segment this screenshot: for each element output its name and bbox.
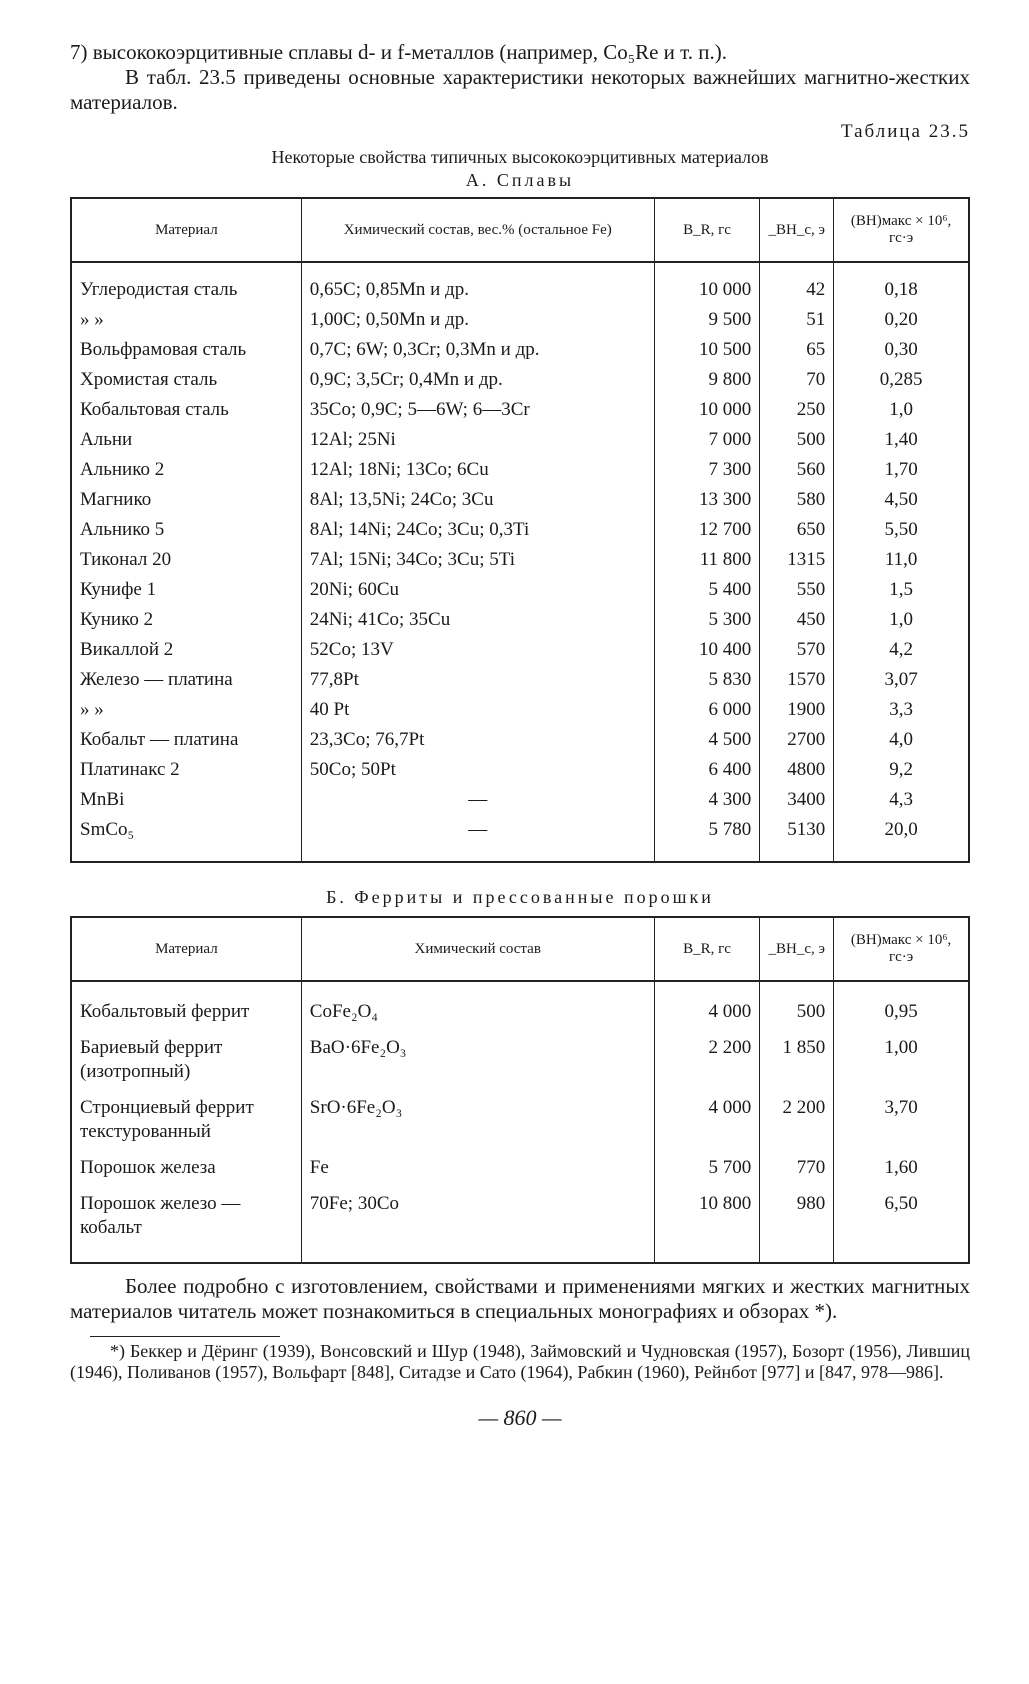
cell-bhmax: 1,60: [834, 1150, 969, 1186]
table-row: [71, 455, 969, 485]
cell-bhmax: 4,0: [834, 725, 969, 755]
cell-material: » »: [80, 699, 104, 720]
table-row: [71, 665, 969, 695]
cell-material: Порошок железо — кобальт: [80, 1193, 241, 1238]
cell-bhc: 1315: [760, 545, 834, 575]
alloys-table: [70, 197, 970, 863]
table-row: [71, 545, 969, 575]
cell-bhc: 550: [760, 575, 834, 605]
closing-paragraph: Более подробно с изготовлением, свойствами и применениями мягких и жестких магнитных материалов читатель может познакомиться в специальных монографиях и обзорах *).: [70, 1274, 970, 1323]
cell-material: Кунифе 1: [80, 579, 157, 600]
cell-composition: 0,7C; 6W; 0,3Cr; 0,3Mn и др.: [301, 335, 654, 365]
cell-material: Порошок железа: [80, 1157, 216, 1178]
cell-bhmax: 3,3: [834, 695, 969, 725]
ferrites-header-br: B_R, гс: [654, 917, 760, 981]
cell-bhc: 500: [760, 425, 834, 455]
ferrites-table: [70, 916, 970, 1264]
cell-material: Хромистая сталь: [80, 369, 218, 390]
cell-composition: 7Al; 15Ni; 34Co; 3Cu; 5Ti: [301, 545, 654, 575]
cell-bhmax: 3,70: [834, 1090, 969, 1150]
table-row: [71, 1090, 969, 1150]
cell-br: 7 300: [654, 455, 760, 485]
cell-composition: 8Al; 14Ni; 24Co; 3Cu; 0,3Ti: [301, 515, 654, 545]
cell-br: 11 800: [654, 545, 760, 575]
ferrites-header-material: Материал: [71, 917, 301, 981]
cell-composition: 35Co; 0,9C; 5—6W; 6—3Cr: [301, 395, 654, 425]
table-row: [71, 755, 969, 785]
cell-bhc: 770: [760, 1150, 834, 1186]
alloys-header-bhc: _BH_c, э: [760, 198, 834, 262]
cell-bhc: 2 200: [760, 1090, 834, 1150]
cell-bhc: 51: [760, 305, 834, 335]
cell-material: Тиконал 20: [80, 549, 172, 570]
cell-bhc: 1 850: [760, 1030, 834, 1090]
section-b-title: Б. Ферриты и прессованные порошки: [326, 887, 714, 907]
table-label: Таблица 23.5: [840, 121, 970, 142]
cell-material: Бариевый феррит (изотропный): [80, 1037, 223, 1082]
table-row: [71, 605, 969, 635]
cell-bhc: 65: [760, 335, 834, 365]
cell-material: Стронциевый феррит текстурованный: [80, 1097, 254, 1142]
alloys-table-body: [71, 262, 969, 862]
cell-br: 5 300: [654, 605, 760, 635]
cell-bhmax: 4,2: [834, 635, 969, 665]
cell-bhmax: 0,18: [834, 275, 969, 305]
cell-composition: Fe: [301, 1150, 654, 1186]
cell-br: 6 000: [654, 695, 760, 725]
cell-bhc: 3400: [760, 785, 834, 815]
cell-br: 4 300: [654, 785, 760, 815]
cell-bhmax: 5,50: [834, 515, 969, 545]
table-row: [71, 275, 969, 305]
table-row: [71, 365, 969, 395]
cell-composition: 52Co; 13V: [301, 635, 654, 665]
cell-bhc: 4800: [760, 755, 834, 785]
cell-br: 5 700: [654, 1150, 760, 1186]
cell-bhmax: 1,70: [834, 455, 969, 485]
cell-material: Углеродистая сталь: [80, 279, 238, 300]
cell-bhmax: 1,0: [834, 605, 969, 635]
cell-bhmax: 1,5: [834, 575, 969, 605]
cell-bhmax: 3,07: [834, 665, 969, 695]
cell-composition: 12Al; 25Ni: [301, 425, 654, 455]
footnote: *) Беккер и Дёринг (1939), Вонсовский и Шур (1948), Займовский и Чудновская (1957), Бозорт (1956), Лившиц (1946), Поливанов (1957), Вольфарт [848], Ситадзе и Сато (1964), Рабкин (1960), Рейнбот [977] и [847, 978—986].: [70, 1341, 970, 1382]
cell-bhc: 70: [760, 365, 834, 395]
table-row: [71, 994, 969, 1030]
table-row: [71, 635, 969, 665]
cell-br: 9 500: [654, 305, 760, 335]
cell-composition: 20Ni; 60Cu: [301, 575, 654, 605]
cell-bhmax: 0,30: [834, 335, 969, 365]
footnote-divider: [90, 1336, 280, 1337]
cell-br: 6 400: [654, 755, 760, 785]
cell-bhc: 5130: [760, 815, 834, 845]
cell-composition: 23,3Co; 76,7Pt: [301, 725, 654, 755]
cell-material: SmCo₅: [80, 819, 135, 840]
page: [70, 40, 970, 1431]
cell-composition: CoFe₂O₄: [301, 994, 654, 1030]
cell-bhc: 1570: [760, 665, 834, 695]
cell-bhmax: 9,2: [834, 755, 969, 785]
intro-line-2: В табл. 23.5 приведены основные характеристики некоторых важнейших магнитно-жестких материалов.: [70, 65, 970, 114]
cell-bhmax: 11,0: [834, 545, 969, 575]
cell-material: Альнико 5: [80, 519, 165, 540]
cell-br: 10 800: [654, 1186, 760, 1246]
table-row: [71, 725, 969, 755]
table-row: [71, 695, 969, 725]
cell-br: 12 700: [654, 515, 760, 545]
ferrites-header-bhc: _BH_c, э: [760, 917, 834, 981]
cell-bhc: 570: [760, 635, 834, 665]
cell-material: Кунико 2: [80, 609, 154, 630]
section-a-title: А. Сплавы: [465, 170, 575, 190]
cell-bhc: 2700: [760, 725, 834, 755]
cell-composition: BaO·6Fe₂O₃: [301, 1030, 654, 1090]
cell-br: 5 830: [654, 665, 760, 695]
cell-bhmax: 1,0: [834, 395, 969, 425]
cell-bhc: 980: [760, 1186, 834, 1246]
table-row: [71, 485, 969, 515]
cell-material: Альнико 2: [80, 459, 165, 480]
cell-bhc: 650: [760, 515, 834, 545]
cell-bhc: 250: [760, 395, 834, 425]
table-row: [71, 1186, 969, 1246]
cell-bhmax: 1,40: [834, 425, 969, 455]
table-row: [71, 515, 969, 545]
cell-bhmax: 6,50: [834, 1186, 969, 1246]
cell-composition: 0,65C; 0,85Mn и др.: [301, 275, 654, 305]
cell-br: 10 000: [654, 275, 760, 305]
table-row: [71, 815, 969, 845]
table-row: [71, 1150, 969, 1186]
cell-material: Кобальт — платина: [80, 729, 239, 750]
alloys-header-material: Материал: [71, 198, 301, 262]
cell-br: 4 000: [654, 1090, 760, 1150]
ferrites-table-body: [71, 981, 969, 1263]
table-row: [71, 305, 969, 335]
cell-bhc: 500: [760, 994, 834, 1030]
cell-bhc: 560: [760, 455, 834, 485]
ferrites-header-bhmax: (BH)макс × 10⁶, гс·э: [834, 917, 969, 981]
cell-material: Вольфрамовая сталь: [80, 339, 247, 360]
cell-br: 5 780: [654, 815, 760, 845]
cell-br: 10 500: [654, 335, 760, 365]
cell-bhmax: 0,285: [834, 365, 969, 395]
cell-material: Кобальтовая сталь: [80, 399, 229, 420]
cell-bhc: 42: [760, 275, 834, 305]
cell-bhmax: 0,95: [834, 994, 969, 1030]
intro-line-1: 7) высококоэрцитивные сплавы d- и f-металлов (например, Co₅Re и т. п.).: [70, 40, 727, 64]
cell-bhmax: 20,0: [834, 815, 969, 845]
cell-composition: 8Al; 13,5Ni; 24Co; 3Cu: [301, 485, 654, 515]
cell-bhmax: 0,20: [834, 305, 969, 335]
cell-bhmax: 1,00: [834, 1030, 969, 1090]
table-row: [71, 395, 969, 425]
table-row: [71, 785, 969, 815]
table-row: [71, 575, 969, 605]
cell-composition: 77,8Pt: [301, 665, 654, 695]
cell-br: 2 200: [654, 1030, 760, 1090]
cell-material: Викаллой 2: [80, 639, 174, 660]
cell-br: 5 400: [654, 575, 760, 605]
cell-composition: —: [301, 785, 654, 815]
cell-bhc: 450: [760, 605, 834, 635]
cell-composition: SrO·6Fe₂O₃: [301, 1090, 654, 1150]
table-title: Некоторые свойства типичных высококоэрцитивных материалов: [271, 147, 769, 167]
alloys-header-bhmax: (BH)макс × 10⁶, гс·э: [834, 198, 969, 262]
table-row: [71, 335, 969, 365]
cell-bhc: 1900: [760, 695, 834, 725]
alloys-header-composition: Химический состав, вес.% (остальное Fe): [301, 198, 654, 262]
alloys-header-br: B_R, гс: [654, 198, 760, 262]
cell-composition: 50Co; 50Pt: [301, 755, 654, 785]
page-number: — 860 —: [478, 1405, 562, 1430]
cell-material: Железо — платина: [80, 669, 233, 690]
table-row: [71, 1030, 969, 1090]
cell-composition: 40 Pt: [301, 695, 654, 725]
cell-material: » »: [80, 309, 104, 330]
ferrites-header-composition: Химический состав: [301, 917, 654, 981]
cell-material: Магнико: [80, 489, 152, 510]
cell-composition: 24Ni; 41Co; 35Cu: [301, 605, 654, 635]
cell-br: 10 400: [654, 635, 760, 665]
cell-composition: 12Al; 18Ni; 13Co; 6Cu: [301, 455, 654, 485]
cell-br: 13 300: [654, 485, 760, 515]
cell-bhmax: 4,3: [834, 785, 969, 815]
cell-material: MnBi: [80, 789, 125, 810]
cell-composition: —: [301, 815, 654, 845]
cell-br: 9 800: [654, 365, 760, 395]
cell-bhmax: 4,50: [834, 485, 969, 515]
table-row: [71, 425, 969, 455]
cell-composition: 70Fe; 30Co: [301, 1186, 654, 1246]
cell-bhc: 580: [760, 485, 834, 515]
cell-br: 7 000: [654, 425, 760, 455]
cell-br: 4 000: [654, 994, 760, 1030]
cell-composition: 0,9C; 3,5Cr; 0,4Mn и др.: [301, 365, 654, 395]
cell-composition: 1,00C; 0,50Mn и др.: [301, 305, 654, 335]
cell-material: Альни: [80, 429, 133, 450]
cell-br: 4 500: [654, 725, 760, 755]
cell-material: Платинакс 2: [80, 759, 180, 780]
cell-br: 10 000: [654, 395, 760, 425]
cell-material: Кобальтовый феррит: [80, 1001, 250, 1022]
